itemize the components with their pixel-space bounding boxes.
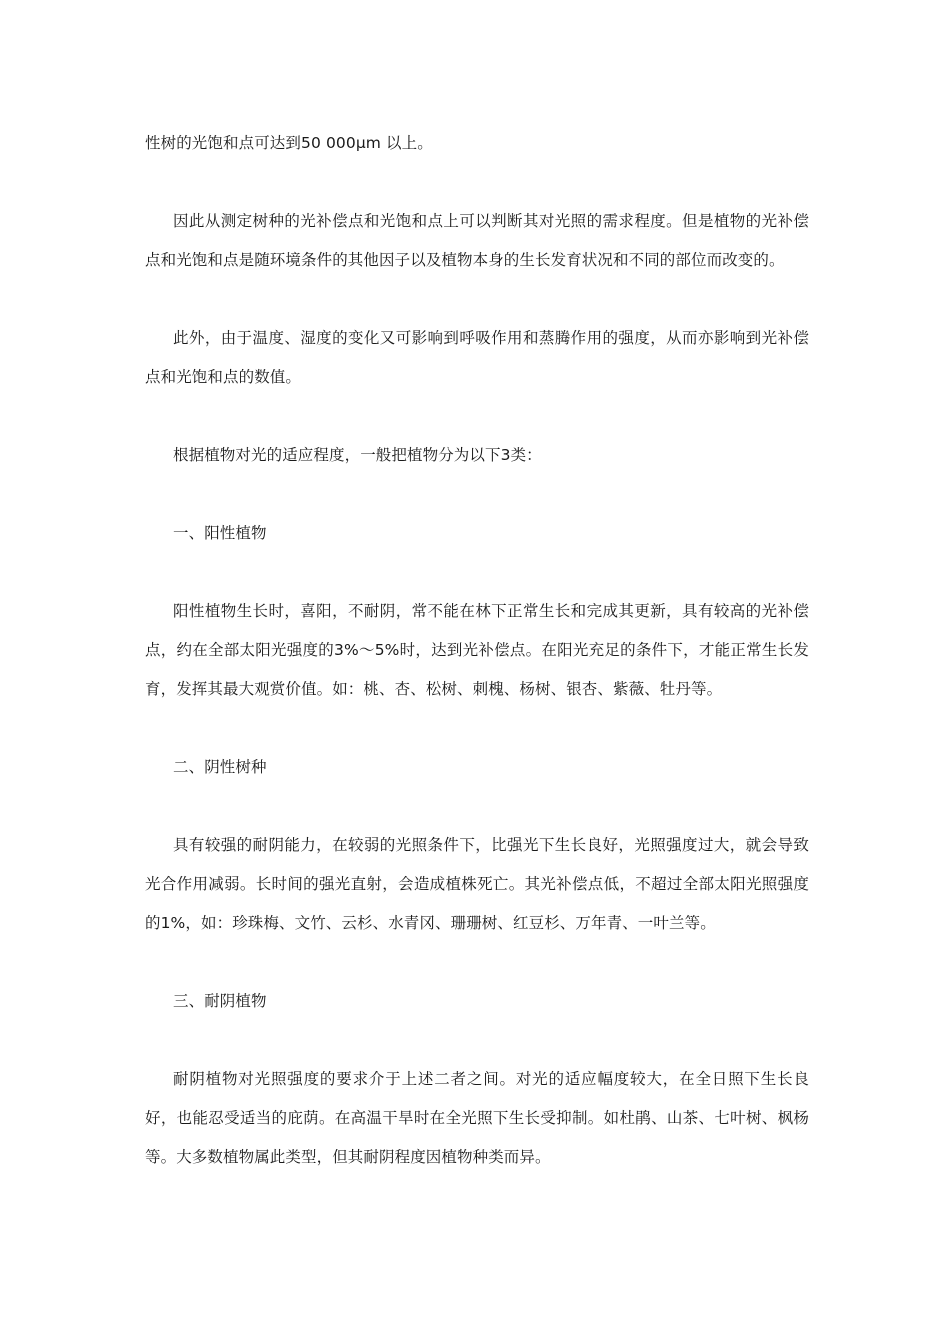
paragraph-temperature-humidity: 此外，由于温度、湿度的变化又可影响到呼吸作用和蒸腾作用的强度，从而亦影响到光补偿点和光饱和点的数值。	[145, 329, 809, 386]
paragraph-continuation: 性树的光饱和点可达到50 000μm 以上。	[145, 134, 433, 152]
paragraph-shade-trees: 具有较强的耐阴能力，在较弱的光照条件下，比强光下生长良好，光照强度过大，就会导致光合作用减弱。长时间的强光直射，会造成植株死亡。其光补偿点低，不超过全部太阳光照强度的1%，如：珍珠梅、文竹、云杉、水青冈、珊珊树、红豆杉、万年青、一叶兰等。	[145, 836, 809, 932]
section-heading-shade-tolerant: 三、耐阴植物	[173, 992, 267, 1010]
document-body	[145, 124, 809, 1216]
section-heading-sun-plants: 一、阳性植物	[173, 524, 267, 542]
paragraph-sun-plants: 阳性植物生长时，喜阳，不耐阴，常不能在林下正常生长和完成其更新，具有较高的光补偿点，约在全部太阳光强度的3%～5%时，达到光补偿点。在阳光充足的条件下，才能正常生长发育，发挥其最大观赏价值。如：桃、杏、松树、刺槐、杨树、银杏、紫薇、牡丹等。	[145, 602, 809, 698]
paragraph-shade-tolerant: 耐阴植物对光照强度的要求介于上述二者之间。对光的适应幅度较大，在全日照下生长良好，也能忍受适当的庇荫。在高温干旱时在全光照下生长受抑制。如杜鹃、山茶、七叶树、枫杨等。大多数植物属此类型，但其耐阴程度因植物种类而异。	[145, 1070, 809, 1166]
paragraph-compensation-point: 因此从测定树种的光补偿点和光饱和点上可以判断其对光照的需求程度。但是植物的光补偿点和光饱和点是随环境条件的其他因子以及植物本身的生长发育状况和不同的部位而改变的。	[145, 212, 809, 269]
paragraph-classification-intro: 根据植物对光的适应程度，一般把植物分为以下3类：	[173, 446, 542, 464]
section-heading-shade-trees: 二、阴性树种	[173, 758, 267, 776]
